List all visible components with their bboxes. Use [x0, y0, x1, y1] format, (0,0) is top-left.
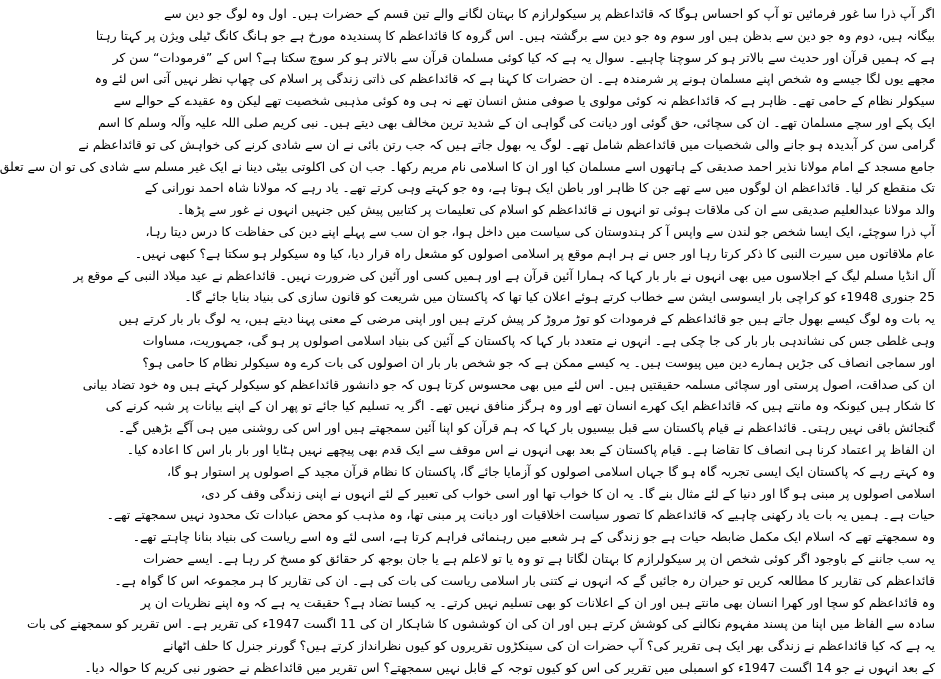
text-line: عام ملاقاتوں میں سیرت النبی کا ذکر کرتا رہا اور جس نے ہر اہم موقع پر اسلامی اصولوں کو مشعل راہ قرار دیا، کیا وہ سیکولر ہو سکتا ہے؟ کبھی نہیں۔ [134, 245, 935, 261]
text-line: وہی غلطی جس کی نشاندہی بار بار کی جا چکی ہے۔ انہوں نے متعدد بار کہا کہ پاکستان کے آئین کی بنیاد اسلامی اصولوں پر ہو گی، جمہوریت، مساوات [142, 332, 935, 348]
text-line: آپ ذرا سوچئے، ایک ایسا شخص جو لندن سے واپس آ کر ہندوستان کی سیاست میں داخل ہوا، جو ان سب سے پہلے اپنے دین کی حفاظت کا درس دیتا رہا، [145, 223, 935, 239]
text-line: اور سماجی انصاف کی جڑیں ہمارے دین میں پیوست ہیں۔ یہ کیسے ممکن ہے کہ جو شخص بار بار ان اصولوں کی بات کرے وہ سیکولر نظام کا حامی ہو؟ [142, 354, 935, 370]
text-line: وہ سمجھتے تھے کہ اسلام ایک مکمل ضابطہ حیات ہے جو زندگی کے ہر شعبے میں رہنمائی فراہم کرتا ہے، اسی لئے وہ اسے ریاست کی بنیاد بنانا چاہتے تھے۔ [132, 529, 935, 545]
text-line: سیکولر نظام کے حامی تھے۔ ظاہر ہے کہ قائداعظم نہ کوئی مولوی یا صوفی منش انسان تھے نہ ہی وہ کوئی مذہبی شخصیت تھے لیکن وہ عقیدے کے حوالے سے [113, 93, 935, 109]
text-line: یہ سب جاننے کے باوجود اگر کوئی شخص ان پر سیکولرازم کا بہتان لگاتا ہے تو وہ یا تو لاعلم ہے یا جان بوجھ کر حقائق کو مسخ کر رہا ہے۔ ایسے حضرات [143, 550, 935, 566]
text-line: 25 جنوری 1948ء کو کراچی بار ایسوسی ایشن سے خطاب کرتے ہوئے اعلان کیا تھا کہ پاکستان میں شریعت کو قانون سازی کی بنیاد بنایا جائے گا۔ [184, 289, 935, 305]
text-line: گرامی سن کر آبدیدہ ہو جانے والی شخصیات میں قائداعظم شامل تھے۔ لوگ یہ بھول جاتے ہیں کہ جب رتن بائی نے ان سے شادی کرنے کی خواہش کی تو قائداعظم نے [78, 136, 935, 152]
text-line: آل انڈیا مسلم لیگ کے اجلاسوں میں بھی انہوں نے بار بار کہا کہ ہمارا آئین قرآن ہے اور ہمیں کسی اور آئین کی ضرورت نہیں۔ قائداعظم نے عید میلاد النبی کے موقع پر [73, 267, 935, 283]
text-line: کا شکار ہیں کیونکہ وہ مانتے ہیں کہ قائداعظم ایک کھرے انسان تھے اور وہ ہرگز منافق نہیں تھے۔ اگر یہ تسلیم کیا جائے تو پھر ان کے اپنے بیانات پر شبہ کرنے کی [105, 398, 935, 414]
text-line: ان کی صداقت، اصول پرستی اور سچائی مسلمہ حقیقتیں ہیں۔ اس لئے میں بھی محسوس کرتا ہوں کہ جو دانشور قائداعظم کو سیکولر کہتے ہیں وہ خود تضاد بیانی [82, 376, 935, 392]
text-line: یہ ہے کہ کیا قائداعظم نے زندگی بھر ایک ہی تقریر کی؟ آپ حضرات ان کی سینکڑوں تقریروں کو کیوں نظرانداز کرتے ہیں؟ گورنر جنرل کا حلف اٹھانے [162, 638, 935, 654]
text-line: سادہ سے الفاظ میں اپنا من پسند مفہوم نکالنے کی کوشش کرتے ہیں اور ان کی ان کوششوں کا شاہکار ان کی 11 اگست 1947ء کی تقریر ہے۔ اس تقریر کو سمجھنے کی بات [26, 616, 935, 632]
text-line: اگر آپ ذرا سا غور فرمائیں تو آپ کو احساس ہوگا کہ قائداعظم پر سیکولرازم کا بہتان لگانے والے تین قسم کے حضرات ہیں۔ اول وہ لوگ جو دین سے [164, 6, 935, 21]
text-line: کے بعد انہوں نے جو 14 اگست 1947ء کو اسمبلی میں تقریر کی اس کو کیوں توجہ کے قابل نہیں سمجھتے؟ اس تقریر میں قائداعظم نے حضور نبی کریم کا حوالہ دیا۔ [84, 659, 935, 675]
text-line: وہ قائداعظم کو سچا اور کھرا انسان بھی مانتے ہیں اور ان کے اعلانات کو بھی تسلیم نہیں کرتے۔ یہ کیسا تضاد ہے؟ حقیقت یہ ہے کہ وہ اپنے نظریات ان پر [140, 594, 935, 610]
text-line: تک منقطع کر لیا۔ قائداعظم ان لوگوں میں سے تھے جن کا ظاہر اور باطن ایک ہوتا ہے، وہ جو کہتے وہی کرتے تھے۔ یاد رہے کہ مولانا شاہ احمد نورانی کے [144, 180, 935, 196]
text-line: ان الفاظ پر اعتماد کرنا ہی انصاف کا تقاضا ہے۔ قیام پاکستان کے بعد بھی انہوں نے اس موقف سے ایک قدم بھی پیچھے نہیں ہٹایا اور بار بار اس کا اعادہ کیا۔ [126, 441, 935, 457]
text-line: جامع مسجد کے امام مولانا نذیر احمد صدیقی کے ہاتھوں اسے مسلمان کیا اور ان کا اسلامی نام مریم رکھا۔ جب ان کی اکلوتی بیٹی دینا نے ایک غیر مسلم سے شادی کی تو ان سے تعلق [0, 158, 935, 174]
text-line: والد مولانا عبدالعلیم صدیقی سے ان کی ملاقات ہوئی تو انہوں نے قائداعظم کو اسلام کی تعلیمات پر کتابیں پیش کیں جنہیں انہوں نے غور سے پڑھا۔ [177, 202, 935, 218]
text-line: مجھے یوں لگا جیسے وہ شخص اپنے مسلمان ہونے پر شرمندہ ہے۔ ان حضرات کا کہنا ہے کہ قائداعظم کی ذاتی زندگی پر اسلام کی چھاپ نظر نہیں آتی اس لئے وہ [94, 71, 935, 87]
text-line: ایک پکے اور سچے مسلمان تھے۔ ان کی سچائی، حق گوئی اور دیانت کی گواہی ان کے شدید ترین مخالف بھی دیتے ہیں۔ نبی کریم صلی اللہ علیہ وآلہ وسلم کا اسم [97, 114, 935, 130]
text-line: ہے کہ ہمیں قرآن اور حدیث سے بالاتر ہو کر سوچنا چاہیے۔ سوال یہ ہے کہ کیا کوئی مسلمان قرآن سے بالاتر ہو کر سوچ سکتا ہے؟ اس کے ”فرمودات“ سن کر [112, 49, 935, 65]
text-line: اسلامی اصولوں پر مبنی ہو گا اور دنیا کے لئے مثال بنے گا۔ یہ ان کا خواب تھا اور اسی خواب کی تعبیر کے لئے انہوں نے اپنی زندگی وقف کر دی، [200, 485, 935, 501]
text-line: حیات ہے۔ ہمیں یہ بات یاد رکھنی چاہیے کہ قائداعظم کا تصور سیاست اخلاقیات اور دیانت پر مبنی تھا، وہ مذہب کو محض عبادات تک محدود نہیں سمجھتے تھے۔ [106, 507, 935, 523]
text-line: گنجائش باقی نہیں رہتی۔ قائداعظم نے قیام پاکستان سے قبل بیسیوں بار کہا کہ ہم قرآن کو اپنا آئین سمجھتے ہیں اور اس کی روشنی میں ہی آگے بڑھیں گے۔ [117, 420, 935, 436]
text-line: قائداعظم کی تقاریر کا مطالعہ کریں تو حیران رہ جائیں گے کہ انہوں نے کتنی بار اسلامی ریاست کی بات کی ہے۔ ان کی تقاریر کا ہر مجموعہ اس کا گواہ ہے۔ [114, 572, 935, 588]
text-line: بیگانہ ہیں، دوم وہ جو دین سے بدظن ہیں اور سوم وہ جو دین سے برگشتہ ہیں۔ اس گروہ کا قائداعظم کا پسندیدہ مورخ ہے جو ہانگ کانگ ٹیلی ویژن پر کہتا رہتا [95, 27, 935, 43]
text-line: وہ کہتے رہے کہ پاکستان ایک ایسی تجربہ گاہ ہو گا جہاں اسلامی اصولوں کو آزمایا جائے گا، پاکستان کا نظام قرآن مجید کے اصولوں پر استوار ہو گا، [167, 463, 935, 479]
text-line: یہ بات وہ لوگ کیسے بھول جاتے ہیں جو قائداعظم کے فرمودات کو توڑ مروڑ کر پیش کرتے ہیں اور اپنی مرضی کے معنی پہنا دیتے ہیں، یہ لوگ بار بار کرتے ہیں [118, 311, 935, 327]
